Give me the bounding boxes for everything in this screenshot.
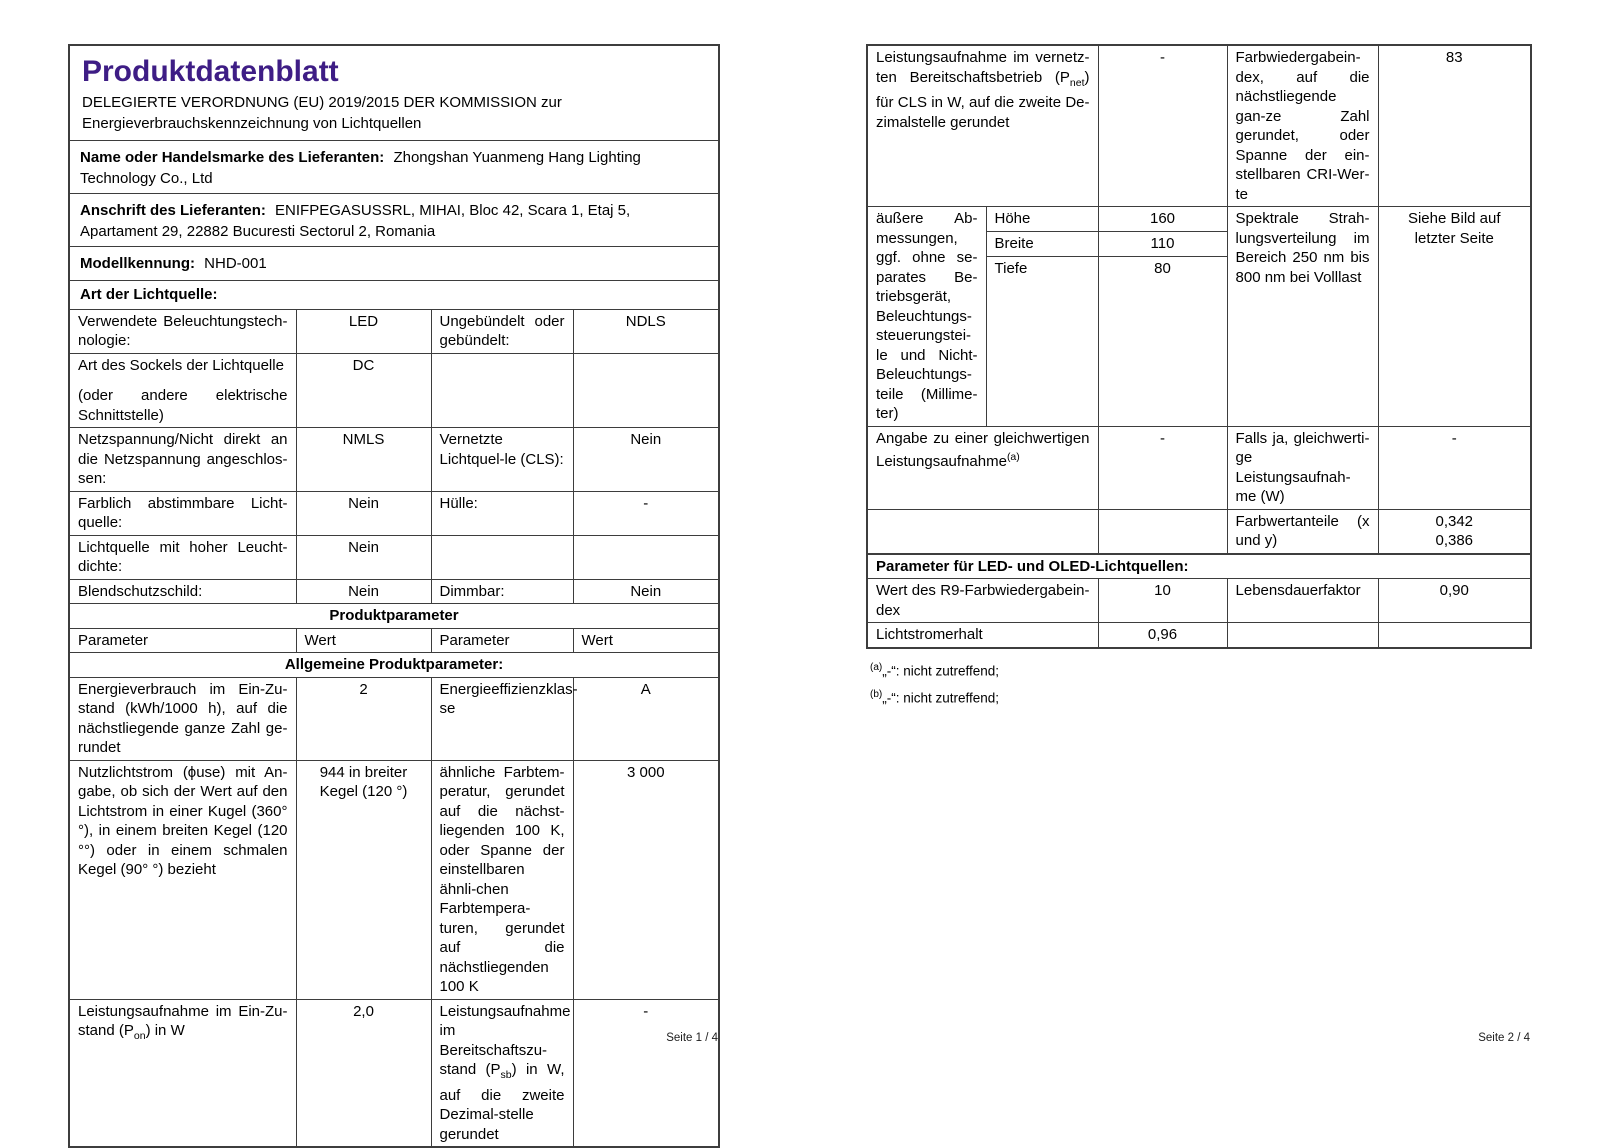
dimension-name-cell: Tiefe bbox=[986, 256, 1098, 426]
value-cell: - bbox=[1098, 45, 1227, 207]
value-cell: NMLS bbox=[296, 428, 431, 492]
source-type-row: Art der Lichtquelle: bbox=[69, 280, 719, 309]
address-label: Anschrift des Lieferanten: bbox=[80, 201, 266, 219]
pon-label-pre: Leistungsaufnahme im Ein-Zu-stand (P bbox=[78, 1002, 288, 1039]
dimension-value-cell: 80 bbox=[1098, 256, 1227, 426]
value-cell: - bbox=[573, 999, 719, 1147]
param-cell: Energieeffizienzklas-se bbox=[431, 677, 573, 760]
column-header: Wert bbox=[296, 628, 431, 653]
page1-footer: Seite 1 / 4 bbox=[666, 1032, 718, 1044]
section-header-led-oled: Parameter für LED- und OLED-Lichtquellen: bbox=[867, 554, 1531, 579]
value-cell: 3 000 bbox=[573, 760, 719, 999]
param-cell bbox=[867, 45, 1098, 207]
empty-cell bbox=[573, 353, 719, 428]
value-cell: - bbox=[1098, 426, 1227, 509]
psb-label-pre: Leistungsaufnahme im Bereitschaftszu-stand (P bbox=[439, 1002, 571, 1078]
page-2 bbox=[866, 44, 1532, 711]
param-cell: Verwendete Beleuchtungstech-nologie: bbox=[69, 309, 296, 353]
model-row bbox=[69, 246, 719, 280]
chromaticity-x: 0,342 bbox=[1435, 512, 1474, 530]
param-cell: Ungebündelt oder gebündelt: bbox=[431, 309, 573, 353]
footnote-b-marker: (b) bbox=[870, 689, 883, 700]
address-row bbox=[69, 193, 719, 246]
param-cell: Energieverbrauch im Ein-Zu-stand (kWh/1000 h), auf die nächstliegende ganze Zahl ge-rundet bbox=[69, 677, 296, 760]
section-header-produktparameter: Produktparameter bbox=[69, 604, 719, 629]
section-header-allgemeine: Allgemeine Produktparameter: bbox=[69, 653, 719, 678]
column-header: Parameter bbox=[69, 628, 296, 653]
value-cell: 944 in breiter Kegel (120 °) bbox=[296, 760, 431, 999]
dimension-value-cell: 160 bbox=[1098, 207, 1227, 232]
param-cell: Lebensdauerfaktor bbox=[1227, 579, 1378, 623]
footnote-ref-a: (a) bbox=[1006, 451, 1020, 463]
value-cell: 10 bbox=[1098, 579, 1227, 623]
psb-label-post: ) in W, auf die zweite Dezimal-stelle gerundet bbox=[439, 1061, 565, 1143]
param-cell: Wert des R9-Farbwiedergabein-dex bbox=[867, 579, 1098, 623]
value-cell: Nein bbox=[296, 579, 431, 604]
socket-line1: Art des Sockels der Lichtquelle bbox=[78, 356, 284, 374]
footnotes bbox=[866, 656, 1532, 711]
value-cell: Nein bbox=[573, 428, 719, 492]
page-1 bbox=[68, 44, 720, 1148]
dimension-value-cell: 110 bbox=[1098, 231, 1227, 256]
pnet-label-post: ) für CLS in W, auf die zweite De-zimalstelle gerundet bbox=[876, 68, 1090, 131]
supplier-row bbox=[69, 140, 719, 193]
page2-footer: Seite 2 / 4 bbox=[1478, 1032, 1530, 1044]
address-value: ENIFPEGASUSSRL, MIHAI, Bloc 42, Scara 1, Etaj 5, Apartament 29, 22882 Bucuresti Sectorul 2, Romania bbox=[80, 201, 631, 240]
param-cell: Farblich abstimmbare Licht-quelle: bbox=[69, 491, 296, 535]
pnet-label-pre: Leistungsaufnahme im vernetz-ten Bereitschaftsbetrieb (P bbox=[876, 49, 1090, 86]
value-cell: 2 bbox=[296, 677, 431, 760]
param-cell: Nutzlichtstrom (ϕuse) mit An-gabe, ob sich der Wert auf den Lichtstrom in einer Kugel (360° °), in einem breiten Kegel (120 °°) oder in einem schmalen Kegel (90° °) bezieht bbox=[69, 760, 296, 999]
param-cell bbox=[867, 426, 1098, 509]
param-cell: Farbwiedergabein-dex, auf die nächstliegende gan-ze Zahl gerundet, oder Spanne der ein-stellbaren CRI-Wer-te bbox=[1227, 45, 1378, 207]
empty-cell bbox=[431, 353, 573, 428]
empty-cell bbox=[1227, 623, 1378, 648]
dimension-name-cell: Breite bbox=[986, 231, 1098, 256]
param-cell: Farbwertanteile (x und y) bbox=[1227, 509, 1378, 554]
value-cell: 0,90 bbox=[1378, 579, 1531, 623]
param-cell: ähnliche Farbtem-peratur, gerundet auf die nächst-liegenden 100 K, oder Spanne der einstellbaren ähnli-chen Farbtempera-turen, gerundet auf die nächstliegenden 100 K bbox=[431, 760, 573, 999]
param-cell: Dimmbar: bbox=[431, 579, 573, 604]
value-cell: 2,0 bbox=[296, 999, 431, 1147]
empty-cell bbox=[573, 535, 719, 579]
empty-cell bbox=[1378, 623, 1531, 648]
param-cell: Netzspannung/Nicht direkt an die Netzspannung angeschlos-sen: bbox=[69, 428, 296, 492]
dimensions-label-cell: äußere Ab-messungen, ggf. ohne se-parates Be-triebsgerät, Beleuchtungs-steuerungstei-le und Nicht-Beleuchtungs-teile (Millime-ter) bbox=[867, 207, 986, 427]
supplier-value: Zhongshan Yuanmeng Hang Lighting Technology Co., Ltd bbox=[80, 148, 641, 187]
regulation-subtitle-line2: Energieverbrauchskennzeichnung von Lichtquellen bbox=[82, 114, 422, 132]
value-cell: Nein bbox=[296, 535, 431, 579]
value-cell: DC bbox=[296, 353, 431, 428]
psb-subscript: sb bbox=[500, 1069, 512, 1081]
column-header: Parameter bbox=[431, 628, 573, 653]
document-title: Produktdatenblatt bbox=[82, 55, 339, 88]
param-cell: Lichtstromerhalt bbox=[867, 623, 1098, 648]
param-cell bbox=[431, 999, 573, 1147]
value-cell: Siehe Bild auf letzter Seite bbox=[1378, 207, 1531, 427]
product-datasheet-table-page2 bbox=[866, 44, 1532, 649]
value-cell: LED bbox=[296, 309, 431, 353]
param-cell: Vernetzte Lichtquel-le (CLS): bbox=[431, 428, 573, 492]
value-cell: 83 bbox=[1378, 45, 1531, 207]
value-cell: 0,96 bbox=[1098, 623, 1227, 648]
pon-subscript: on bbox=[133, 1030, 146, 1042]
footnote-a bbox=[870, 656, 1532, 684]
dimension-name-cell: Höhe bbox=[986, 207, 1098, 232]
footnote-a-text: „-“: nicht zutreffend; bbox=[882, 663, 1000, 678]
value-cell: Nein bbox=[296, 491, 431, 535]
param-cell: Spektrale Strah-lungsverteilung im Bereich 250 nm bis 800 nm bei Volllast bbox=[1227, 207, 1378, 427]
empty-cell bbox=[1098, 509, 1227, 554]
value-cell: - bbox=[1378, 426, 1531, 509]
param-cell bbox=[69, 353, 296, 428]
footnote-b bbox=[870, 683, 1532, 711]
equivalent-label: Angabe zu einer gleichwertigen Leistungsaufnahme bbox=[876, 429, 1090, 470]
param-cell: Blendschutzschild: bbox=[69, 579, 296, 604]
empty-cell bbox=[431, 535, 573, 579]
param-cell: Lichtquelle mit hoher Leucht-dichte: bbox=[69, 535, 296, 579]
pnet-subscript: net bbox=[1069, 76, 1085, 89]
value-cell bbox=[1378, 509, 1531, 554]
socket-line2: (oder andere elektrische Schnittstelle) bbox=[78, 387, 288, 424]
footnote-a-marker: (a) bbox=[870, 661, 883, 673]
pon-label-post: ) in W bbox=[145, 1022, 185, 1039]
supplier-label: Name oder Handelsmarke des Lieferanten: bbox=[80, 148, 385, 166]
value-cell: NDLS bbox=[573, 309, 719, 353]
product-datasheet-table-page1 bbox=[68, 44, 720, 1148]
value-cell: Nein bbox=[573, 579, 719, 604]
footnote-b-text: „-“: nicht zutreffend; bbox=[882, 690, 1000, 706]
value-cell: A bbox=[573, 677, 719, 760]
value-cell: - bbox=[573, 491, 719, 535]
header-block bbox=[69, 45, 719, 140]
chromaticity-y: 0,386 bbox=[1435, 532, 1474, 549]
param-cell: Hülle: bbox=[431, 491, 573, 535]
empty-cell bbox=[867, 509, 1098, 554]
model-label: Modellkennung: bbox=[80, 254, 195, 272]
param-cell bbox=[69, 999, 296, 1147]
column-header: Wert bbox=[573, 628, 719, 653]
regulation-subtitle-line1: DELEGIERTE VERORDNUNG (EU) 2019/2015 DER KOMMISSION zur bbox=[82, 93, 562, 111]
model-value: NHD-001 bbox=[204, 254, 267, 272]
param-cell: Falls ja, gleichwerti-ge Leistungsaufnah-me (W) bbox=[1227, 426, 1378, 509]
